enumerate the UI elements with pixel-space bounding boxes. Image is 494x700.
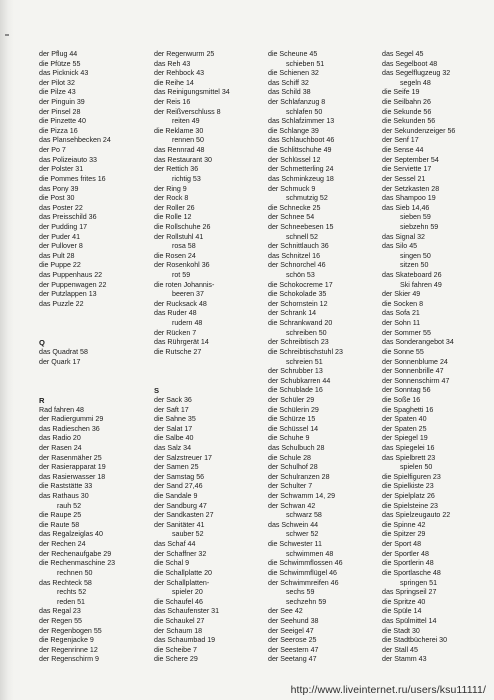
index-entry: die roten Johannis- (154, 280, 215, 289)
index-entry: die Stadtbücherei 30 (382, 636, 448, 645)
index-entry: der Polster 31 (39, 165, 84, 174)
index-entry: der Rucksack 48 (154, 299, 207, 308)
index-entry: schreien 51 (286, 357, 323, 366)
index-entry: der Schnittlauch 36 (268, 242, 329, 251)
index-entry: die Spüle 14 (382, 607, 422, 616)
index-entry: das Rechteck 58 (39, 578, 92, 587)
index-entry: der Spaten 25 (382, 424, 427, 433)
index-entry: das Skateboard 26 (382, 271, 442, 280)
index-entry: die Schrankwand 20 (268, 319, 333, 328)
index-entry: die Soße 16 (382, 395, 421, 404)
index-entry: das Rathaus 30 (39, 492, 89, 501)
index-entry: schmutzig 52 (286, 194, 328, 203)
index-entry: der Rasierapparat 19 (39, 463, 106, 472)
index-entry: das Reinigungsmittel 34 (154, 88, 230, 97)
index-entry: die Schlange 39 (268, 126, 319, 135)
index-entry: das Segelflugzeug 32 (382, 69, 451, 78)
index-entry: das Silo 45 (382, 242, 418, 251)
index-entry: die Schüssel 14 (268, 424, 319, 433)
index-entry: die Spielkiste 23 (382, 482, 434, 491)
index-entry: das Schaumbad 19 (154, 636, 216, 645)
index-entry: der Sekundenzeiger 56 (382, 126, 456, 135)
spacer (39, 329, 115, 339)
index-entry: das Ruder 48 (154, 309, 197, 318)
index-entry: das Poster 22 (39, 203, 83, 212)
index-entry: die Schallplatte 20 (154, 568, 212, 577)
index-entry: der Schwimmreifen 46 (268, 578, 339, 587)
index-entry: reiten 49 (172, 117, 200, 126)
index-entry: das Restaurant 30 (154, 155, 212, 164)
index-entry: springen 51 (400, 578, 438, 587)
index-entry: der Seeigel 47 (268, 626, 314, 635)
index-entry: sechs 59 (286, 588, 315, 597)
index-entry: rechnen 50 (57, 568, 93, 577)
index-entry: die Schere 29 (154, 655, 198, 664)
index-entry: das Shampoo 19 (382, 194, 436, 203)
section-letter: R (39, 395, 45, 405)
index-entry: das Spielzeugauto 22 (382, 511, 451, 520)
index-entry: der Stamm 43 (382, 655, 427, 664)
index-entry: der Spielplatz 26 (382, 492, 435, 501)
index-entry: der Schrank 14 (268, 309, 317, 318)
index-entry: das Schwein 44 (268, 520, 319, 529)
index-entry: das Spiegelei 16 (382, 443, 435, 452)
index-entry: der Rollstuhl 41 (154, 232, 204, 241)
index-entry: die Rollschuhe 26 (154, 222, 211, 231)
index-entry: die Raststätte 33 (39, 482, 93, 491)
index-entry: das Schlauchboot 46 (268, 136, 335, 145)
index-entry: sitzen 50 (400, 261, 429, 270)
index-entry: der Schulter 7 (268, 482, 313, 491)
index-entry: das Sieb 14,46 (382, 203, 430, 212)
spacer (39, 367, 115, 377)
spacer (39, 309, 115, 319)
index-entry: die Scheune 45 (268, 50, 318, 58)
index-entry: die Schal 9 (154, 559, 190, 568)
index-entry: siebzehn 59 (400, 222, 439, 231)
index-entry: der Sandburg 47 (154, 501, 207, 510)
index-entry: das Preisschild 36 (39, 213, 97, 222)
index-entry: der Stall 45 (382, 645, 418, 654)
index-entry: die Puppe 22 (39, 261, 81, 270)
index-entry: die Sportlerin 48 (382, 559, 434, 568)
index-entry: der Seestern 47 (268, 645, 319, 654)
index-entry: die Sekunden 56 (382, 117, 436, 126)
index-entry: der Sohn 11 (382, 319, 421, 328)
index-entry: die Scheibe 7 (154, 645, 197, 654)
index-entry: die Regenjacke 9 (39, 636, 94, 645)
spacer (154, 367, 230, 377)
index-entry: der Schubkarren 44 (268, 376, 331, 385)
index-entry: die Schülerin 29 (268, 405, 319, 414)
index-entry: der Saft 17 (154, 405, 189, 414)
index-entry: Rad fahren 48 (39, 405, 84, 414)
index-entry: der Radiergummi 29 (39, 415, 104, 424)
index-entry: der Schulranzen 28 (268, 472, 330, 481)
index-column-3 (268, 50, 343, 665)
index-entry: der Samstag 56 (154, 472, 205, 481)
index-entry: das Spülmittel 14 (382, 616, 437, 625)
index-entry: der Setzkasten 28 (382, 184, 440, 193)
index-entry: die Stadt 30 (382, 626, 420, 635)
index-entry: das Signal 32 (382, 232, 425, 241)
index-entry: die Schokolade 35 (268, 290, 327, 299)
index-entry: das Springseil 27 (382, 588, 437, 597)
index-entry: das Rührgerät 14 (154, 338, 209, 347)
index-entry: der Sand 27,46 (154, 482, 203, 491)
index-entry: das Segelboot 48 (382, 59, 438, 68)
index-entry: das Radio 20 (39, 434, 81, 443)
index-entry: der Po 7 (39, 146, 66, 155)
index-entry: der Schnee 54 (268, 213, 315, 222)
index-entry: die Post 30 (39, 194, 75, 203)
index-entry: der Pinsel 28 (39, 107, 81, 116)
index-entry: das Quadrat 58 (39, 347, 88, 356)
spacer (39, 386, 115, 396)
spacer (39, 319, 115, 329)
index-page (39, 50, 484, 664)
index-entry: die Sportlasche 48 (382, 568, 441, 577)
section-letter: Q (39, 338, 45, 348)
index-entry: der Sessel 21 (382, 174, 426, 183)
index-entry: rennen 50 (172, 136, 204, 145)
index-entry: der Pinguin 39 (39, 98, 85, 107)
index-entry: das Puzzle 22 (39, 299, 84, 308)
index-entry: der Ring 9 (154, 184, 187, 193)
index-entry: der Sonnenschirm 47 (382, 376, 450, 385)
index-entry: das Regal 23 (39, 607, 81, 616)
index-entry: das Schaufenster 31 (154, 607, 220, 616)
index-entry: die Seife 19 (382, 88, 420, 97)
index-entry: der Schwamm 14, 29 (268, 492, 336, 501)
index-entry: die Rolle 12 (154, 213, 192, 222)
index-entry: die Rutsche 27 (154, 347, 202, 356)
index-entry: sieben 59 (400, 213, 431, 222)
index-entry: die Schwester 11 (268, 540, 322, 549)
index-entry: der Pudding 17 (39, 222, 88, 231)
index-entry: segeln 48 (400, 78, 431, 87)
index-entry: der Regenwurm 25 (154, 50, 215, 58)
index-entry: die Sonne 55 (382, 347, 424, 356)
index-entry: das Schnitzel 16 (268, 251, 321, 260)
index-entry: rudern 48 (172, 319, 203, 328)
index-entry: das Spielbrett 23 (382, 453, 436, 462)
index-entry: sechzehn 59 (286, 597, 327, 606)
index-entry: der Spaten 40 (382, 415, 427, 424)
index-entry: der Reißverschluss 8 (154, 107, 221, 116)
index-entry: der Schlüssel 12 (268, 155, 321, 164)
index-entry: das Plansehbecken 24 (39, 136, 111, 145)
index-entry: der See 42 (268, 607, 303, 616)
index-entry: die Pinzette 40 (39, 117, 86, 126)
index-entry: die Reihe 14 (154, 78, 194, 87)
index-entry: die Spitzer 29 (382, 530, 426, 539)
index-entry: die Raute 58 (39, 520, 80, 529)
index-entry: die Schienen 32 (268, 69, 319, 78)
index-entry: die Sense 44 (382, 146, 424, 155)
spacer (154, 358, 230, 368)
index-entry: der Schmetterling 24 (268, 165, 334, 174)
index-entry: die Spaghetti 16 (382, 405, 434, 414)
index-entry: der Schüler 29 (268, 395, 315, 404)
index-column-1 (39, 50, 115, 665)
index-entry: der Pflug 44 (39, 50, 78, 58)
index-entry: der Puder 41 (39, 232, 81, 241)
index-column-2 (154, 50, 230, 665)
index-entry: der Sportler 48 (382, 549, 429, 558)
index-entry: der Seehund 38 (268, 616, 319, 625)
index-entry: der Schulhof 28 (268, 463, 318, 472)
index-entry: die Sekunde 56 (382, 107, 432, 116)
index-entry: die Socken 8 (382, 299, 424, 308)
binding-mark (5, 34, 9, 36)
index-entry: schwer 52 (286, 530, 319, 539)
index-entry: das Sonderangebot 34 (382, 338, 454, 347)
index-entry: der Rettich 36 (154, 165, 199, 174)
index-entry: singen 50 (400, 251, 431, 260)
index-entry: die Schwimmflügel 46 (268, 568, 337, 577)
index-entry: der Rücken 7 (154, 328, 197, 337)
index-entry: die Raupe 25 (39, 511, 82, 520)
index-entry: die Serviette 17 (382, 165, 432, 174)
index-entry: der Rechen 24 (39, 540, 86, 549)
index-entry: die Pilze 43 (39, 88, 76, 97)
index-entry: das Reh 43 (154, 59, 191, 68)
index-entry: der Puppenwagen 22 (39, 280, 107, 289)
index-entry: die Sahne 35 (154, 415, 196, 424)
index-entry: die Schuhe 9 (268, 434, 310, 443)
index-entry: der Schnorchel 46 (268, 261, 326, 270)
index-entry: beeren 37 (172, 290, 204, 299)
index-entry: der Schwan 42 (268, 501, 316, 510)
index-entry: schreiben 50 (286, 328, 327, 337)
index-entry: richtig 53 (172, 174, 201, 183)
index-entry: der Schallplatten- (154, 578, 210, 587)
spacer (154, 377, 230, 387)
index-entry: die Schaukel 27 (154, 616, 205, 625)
index-entry: der Schaum 18 (154, 626, 203, 635)
index-entry: der Regen 55 (39, 616, 82, 625)
index-entry: schön 53 (286, 271, 315, 280)
index-entry: das Salz 34 (154, 443, 192, 452)
index-entry: das Schaf 44 (154, 540, 196, 549)
index-entry: der Quark 17 (39, 357, 81, 366)
index-column-4 (382, 50, 455, 665)
index-entry: das Schulbuch 28 (268, 443, 325, 452)
section-letter: S (154, 386, 160, 396)
index-entry: das Puppenhaus 22 (39, 271, 103, 280)
index-entry: rauh 52 (57, 501, 82, 510)
index-entry: der Schmuck 9 (268, 184, 316, 193)
index-entry: der Rechenaufgabe 29 (39, 549, 112, 558)
index-entry: die Schublade 16 (268, 386, 323, 395)
index-entry: die Spielfiguren 23 (382, 472, 441, 481)
index-entry: das Segel 45 (382, 50, 424, 58)
index-entry: die Rechenmaschine 23 (39, 559, 116, 568)
index-entry: der Rosenkohl 36 (154, 261, 210, 270)
index-entry: die Schwimmflossen 46 (268, 559, 343, 568)
index-entry: das Schiff 32 (268, 78, 309, 87)
index-entry: das Regalzeiglas 40 (39, 530, 103, 539)
index-entry: der Sonnenbrille 47 (382, 367, 444, 376)
index-entry: der Senf 17 (382, 136, 419, 145)
index-entry: die Schreibtischstuhl 23 (268, 347, 343, 356)
index-entry: der Roller 26 (154, 203, 195, 212)
index-entry: der Rasenmäher 25 (39, 453, 102, 462)
index-entry: die Schaufel 46 (154, 597, 203, 606)
index-entry: rechts 52 (57, 588, 87, 597)
index-entry: schnell 52 (286, 232, 318, 241)
index-entry: der Reis 16 (154, 98, 191, 107)
index-entry: der Schrubber 13 (268, 367, 323, 376)
index-entry: der Sanitäter 41 (154, 520, 205, 529)
index-entry: der Pilot 32 (39, 78, 75, 87)
index-entry: die Schule 28 (268, 453, 311, 462)
index-entry: der Sonntag 56 (382, 386, 431, 395)
index-entry: rosa 58 (172, 242, 196, 251)
index-entry: schieben 51 (286, 59, 325, 68)
index-entry: der Sandkasten 27 (154, 511, 214, 520)
index-entry: spielen 50 (400, 463, 433, 472)
index-entry: der Schreibtisch 23 (268, 338, 329, 347)
index-entry: schlafen 50 (286, 107, 323, 116)
index-entry: der Seerose 25 (268, 636, 317, 645)
index-entry: die Seilbahn 26 (382, 98, 431, 107)
index-entry: der Regenbogen 55 (39, 626, 102, 635)
index-entry: der Rasen 24 (39, 443, 82, 452)
index-entry: Ski fahren 49 (400, 280, 442, 289)
page-binding-edge (0, 0, 14, 700)
index-entry: die Spinne 42 (382, 520, 426, 529)
index-entry: der Sonnenblume 24 (382, 357, 448, 366)
index-entry: der Spiegel 19 (382, 434, 428, 443)
index-entry: schwarz 58 (286, 511, 322, 520)
index-entry: das Rasierwasser 18 (39, 472, 106, 481)
index-entry: das Pony 39 (39, 184, 79, 193)
index-entry: der Rehbock 43 (154, 69, 205, 78)
index-entry: das Schminkzeug 18 (268, 174, 334, 183)
index-entry: der Rock 8 (154, 194, 189, 203)
index-entry: der Seetang 47 (268, 655, 317, 664)
index-entry: die Pommes frites 16 (39, 174, 106, 183)
index-entry: der Sport 48 (382, 540, 422, 549)
index-entry: der Skier 49 (382, 290, 421, 299)
index-entry: das Rennrad 48 (154, 146, 205, 155)
watermark-url: http://www.liveinternet.ru/users/ksu11111/ (290, 684, 486, 696)
index-entry: der Schneebesen 15 (268, 222, 334, 231)
index-entry: das Picknick 43 (39, 69, 89, 78)
index-entry: der September 54 (382, 155, 439, 164)
index-entry: die Sandale 9 (154, 492, 198, 501)
index-entry: das Schlafzimmer 13 (268, 117, 335, 126)
index-entry: die Pizza 16 (39, 126, 78, 135)
index-entry: rot 59 (172, 271, 191, 280)
index-entry: das Sofa 21 (382, 309, 420, 318)
index-entry: die Rosen 24 (154, 251, 196, 260)
index-entry: das Polizeiauto 33 (39, 155, 97, 164)
index-entry: das Radieschen 36 (39, 424, 100, 433)
index-entry: der Putzlappen 13 (39, 290, 97, 299)
index-entry: spieler 20 (172, 588, 203, 597)
index-entry: der Samen 25 (154, 463, 199, 472)
spacer (39, 377, 115, 387)
index-entry: reden 51 (57, 597, 86, 606)
index-entry: der Schaffner 32 (154, 549, 207, 558)
index-entry: die Reklame 30 (154, 126, 204, 135)
index-entry: der Salat 17 (154, 424, 193, 433)
index-entry: die Schürze 15 (268, 415, 316, 424)
index-entry: die Schokocreme 17 (268, 280, 333, 289)
index-entry: der Sack 36 (154, 395, 192, 404)
index-entry: der Regenschirm 9 (39, 655, 99, 664)
index-entry: die Spielsteine 23 (382, 501, 439, 510)
index-entry: die Schlittschuhe 49 (268, 146, 332, 155)
index-entry: der Schornstein 12 (268, 299, 328, 308)
index-entry: sauber 52 (172, 530, 204, 539)
index-entry: der Regenrinne 12 (39, 645, 98, 654)
index-entry: der Schlafanzug 8 (268, 98, 326, 107)
index-entry: der Salzstreuer 17 (154, 453, 212, 462)
index-entry: schwimmen 48 (286, 549, 334, 558)
index-entry: der Pullover 8 (39, 242, 83, 251)
index-entry: die Spritze 40 (382, 597, 426, 606)
index-entry: der Sommer 55 (382, 328, 431, 337)
index-entry: das Pult 28 (39, 251, 75, 260)
index-entry: die Schnecke 25 (268, 203, 321, 212)
index-entry: die Salbe 40 (154, 434, 194, 443)
index-entry: die Pfütze 55 (39, 59, 81, 68)
index-entry: das Schild 38 (268, 88, 311, 97)
